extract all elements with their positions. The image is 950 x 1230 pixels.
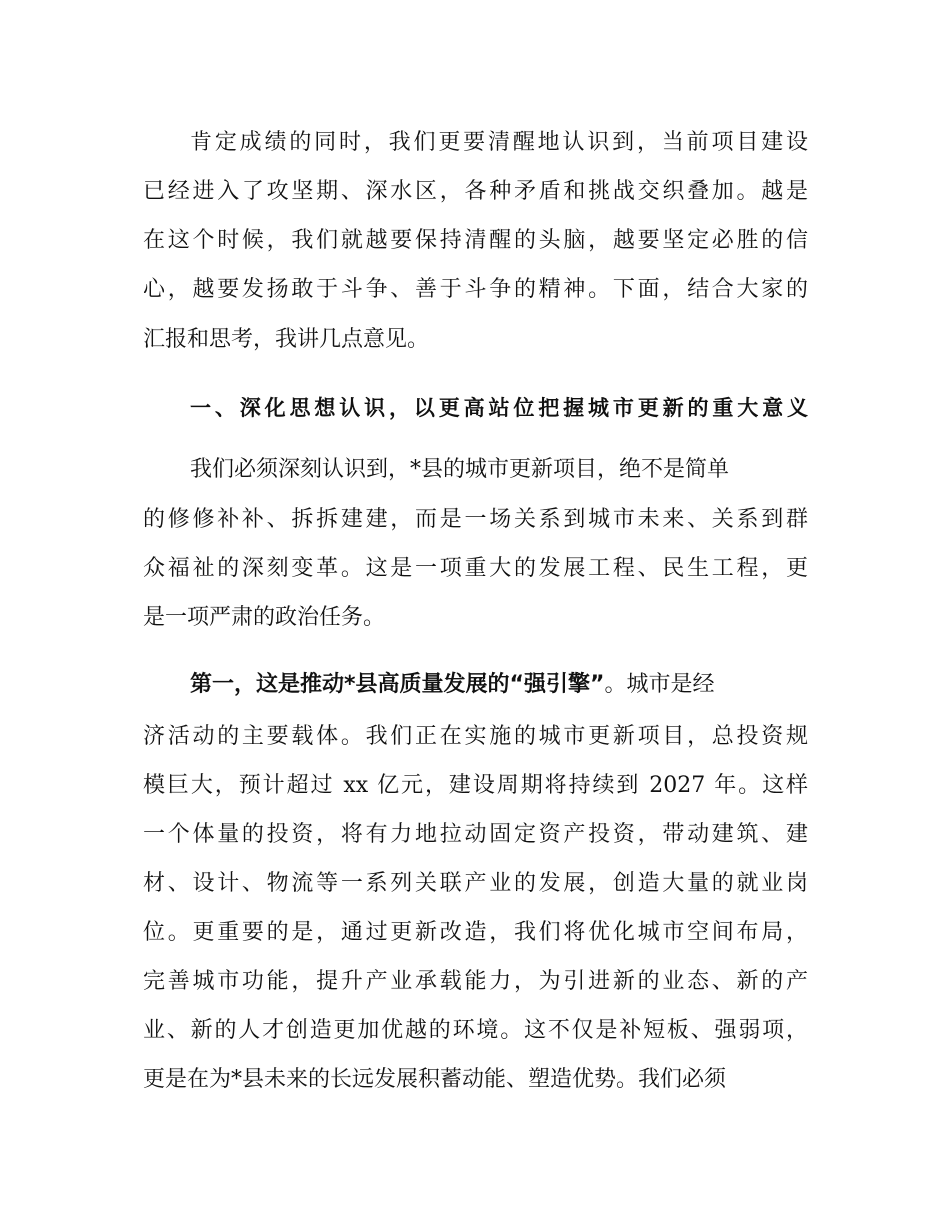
text-line: 完善城市功能，提升产业承载能力，为引进新的业态、新的产 (143, 969, 808, 994)
text-line: 心，越要发扬敢于斗争、善于斗争的精神。下面，结合大家的 (143, 277, 808, 302)
text-line: 众福祉的深刻变革。这是一项重大的发展工程、民生工程，更 (143, 556, 808, 581)
text-line: 的修修补补、拆拆建建，而是一场关系到城市未来、关系到群 (143, 507, 808, 532)
text-line: 一个体量的投资，将有力地拉动固定资产投资，带动建筑、建 (143, 822, 808, 847)
text-line: 汇报和思考，我讲几点意见。 (143, 327, 430, 352)
text-line: 业、新的人才创造更加优越的环境。这不仅是补短板、强弱项， (143, 1018, 808, 1043)
text-line: 材、设计、物流等一系列关联产业的发展，创造大量的就业岗 (143, 871, 808, 896)
text-line: 位。更重要的是，通过更新改造，我们将优化城市空间布局， (143, 920, 808, 945)
text-line: 肯定成绩的同时，我们更要清醒地认识到，当前项目建设 (190, 130, 808, 155)
text-line: 济活动的主要载体。我们正在实施的城市更新项目，总投资规 (143, 724, 808, 749)
text-line (190, 670, 808, 700)
point-lead-bold: 第一，这是推动*县高质量发展的“强引擎” (190, 672, 605, 697)
text-line: 更是在为*县未来的长远发展积蓄动能、塑造优势。我们必须 (143, 1067, 727, 1092)
text-line: 已经进入了攻坚期、深水区，各种矛盾和挑战交织叠加。越是 (143, 179, 808, 204)
text-line: 是一项严肃的政治任务。 (143, 605, 386, 630)
text-line: 模巨大，预计超过 xx 亿元，建设周期将持续到 2027 年。这样 (143, 773, 808, 798)
text-line: 在这个时候，我们就越要保持清醒的头脑，越要坚定必胜的信 (143, 228, 808, 253)
point-lead-rest: 。城市是经 (604, 672, 715, 697)
text-line: 我们必须深刻认识到，*县的城市更新项目，绝不是简单 (190, 457, 730, 482)
section-heading: 一、深化思想认识，以更高站位把握城市更新的重大意义 (190, 396, 808, 420)
